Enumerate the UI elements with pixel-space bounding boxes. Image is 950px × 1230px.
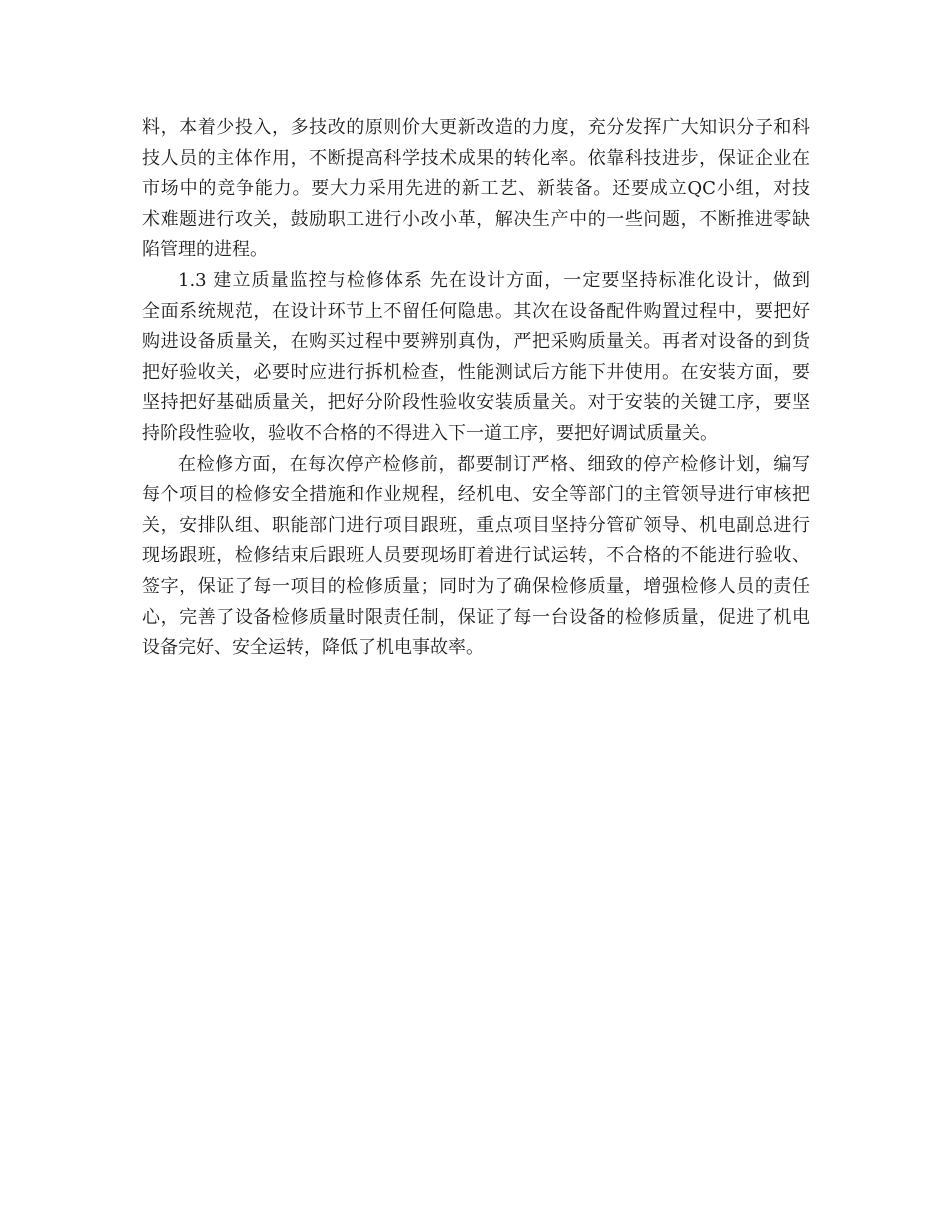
text-line: 购进设备质量关，在购买过程中要辨别真伪，严把采购质量关。再者对设备的到货 — [142, 331, 810, 353]
paragraph-3 — [142, 450, 810, 664]
text-line: 心，完善了设备检修质量时限责任制，保证了每一台设备的检修质量，促进了机电 — [142, 606, 810, 628]
text-line: 全面系统规范，在设计环节上不留任何隐患。其次在设备配件购置过程中，要把好 — [142, 300, 810, 322]
text-line: 术难题进行攻关，鼓励职工进行小改小革，解决生产中的一些问题，不断推进零缺 — [142, 208, 810, 230]
text-line: 现场跟班，检修结束后跟班人员要现场盯着进行试运转，不合格的不能进行验收、 — [142, 545, 810, 567]
text-line: 把好验收关，必要时应进行拆机检查，性能测试后方能下井使用。在安装方面，要 — [142, 361, 810, 383]
text-line: 坚持把好基础质量关，把好分阶段性验收安装质量关。对于安装的关键工序，要坚 — [142, 392, 810, 414]
paragraph-1 — [142, 113, 810, 266]
text-line: 关，安排队组、职能部门进行项目跟班，重点项目坚持分管矿领导、机电副总进行 — [142, 514, 810, 536]
text-line: 陷管理的进程。 — [142, 239, 268, 261]
text-line: 签字，保证了每一项目的检修质量；同时为了确保检修质量，增强检修人员的责任 — [142, 575, 810, 597]
text-line: 在检修方面，在每次停产检修前，都要制订严格、细致的停产检修计划，编写 — [178, 453, 810, 475]
text-line: 市场中的竞争能力。要大力采用先进的新工艺、新装备。还要成立QC小组，对技 — [142, 178, 810, 200]
text-line: 料，本着少投入，多技改的原则价大更新改造的力度，充分发挥广大知识分子和科 — [142, 117, 810, 138]
text-line: 每个项目的检修安全措施和作业规程，经机电、安全等部门的主管领导进行审核把 — [142, 484, 810, 506]
document-body — [142, 113, 810, 664]
text-line: 设备完好、安全运转，降低了机电事故率。 — [142, 637, 484, 659]
text-line: 持阶段性验收，验收不合格的不得进入下一道工序，要把好调试质量关。 — [142, 422, 718, 444]
text-line: 1.3 建立质量监控与检修体系 先在设计方面，一定要坚持标准化设计，做到 — [178, 269, 810, 291]
paragraph-2 — [142, 266, 810, 450]
text-line: 技人员的主体作用，不断提高科学技术成果的转化率。依靠科技进步，保证企业在 — [142, 147, 810, 169]
